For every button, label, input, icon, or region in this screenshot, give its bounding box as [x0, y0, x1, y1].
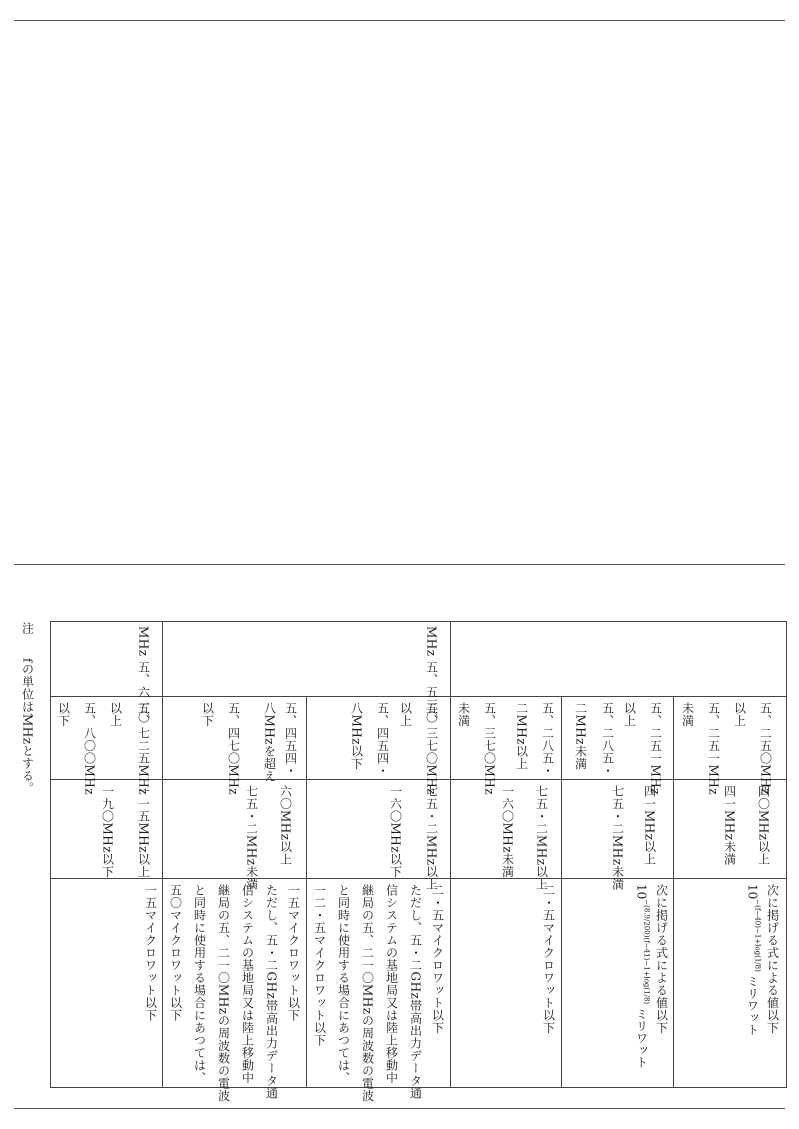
value-2-line5: と同時に使用する場合にあつては、 [192, 884, 207, 1084]
subrange-1-a: 一一五MHz以上 [136, 785, 151, 879]
range-2-line4: 以下 [200, 702, 215, 727]
range-4-line1: 五、二八五・ [540, 702, 555, 777]
range-6-line2: 以上 [732, 702, 747, 727]
range-2-line1: 五、四五四・ [283, 702, 298, 777]
subrange-2-b: 七五・二MHz未満 [244, 785, 259, 891]
value-2-line4: 継局の五、二一〇MHzの周波数の電波 [216, 884, 231, 1103]
value-6-formula-exp: −(f−40)−1+log(1/8) [753, 899, 762, 972]
col-sep-5 [673, 696, 674, 1087]
range-1-line4: 以下 [56, 702, 71, 727]
range-4-line4: 未満 [456, 702, 471, 727]
value-3-line3: 信システムの基地局又は陸上移動中 [384, 884, 399, 1084]
range-6-line3: 五、二五一MHz [706, 702, 721, 796]
value-2-line3: 信システムの基地局又は陸上移動中 [240, 884, 255, 1084]
subrange-3-b: 一六〇MHz以下 [388, 785, 403, 879]
mid-rule [14, 564, 785, 565]
value-3-line6: 一二・五マイクロワット以下 [312, 884, 327, 1047]
range-2-line3: 五、四七〇MHz [226, 702, 241, 796]
range-4-line2: 二MHz以上 [514, 702, 529, 771]
row-sep-2 [50, 779, 786, 780]
range-3-line3: 五、四五四・ [375, 702, 390, 777]
value-5-line1: 次に掲げる式による値以下 [654, 884, 669, 1034]
note-text-1: fの単位は、 [20, 658, 35, 726]
value-6-formula-unit: ミリワット [745, 975, 760, 1036]
subrange-6-b: 四一MHz未満 [722, 785, 737, 866]
value-6-formula [745, 884, 765, 1036]
subrange-6-a: 四〇MHz以上 [756, 785, 771, 866]
range-1-line3: 五、八〇〇MHz [82, 702, 97, 796]
subrange-2-a: 六〇MHz以上 [278, 785, 293, 866]
subrange-4-b: 一六〇MHz未満 [500, 785, 515, 879]
value-1-line1: 一五マイクロワット以下 [143, 884, 158, 1022]
value-3-line1: 二・五マイクロワット以下 [430, 884, 445, 1034]
range-2-line2: 八MHzを超え [262, 702, 277, 783]
value-3-line2: ただし、五・二GHz帯高出力データ通 [408, 884, 423, 1100]
range-5-line1: 五、二五一MHz [648, 702, 663, 796]
range-6-line1: 五、二五〇MHz [758, 702, 773, 796]
subrange-3-a: 七五・二MHz以上 [424, 785, 439, 891]
range-6-line4: 未満 [680, 702, 695, 727]
value-2-line2: ただし、五・二GHz帯高出力データ通 [264, 884, 279, 1100]
value-5-formula [634, 884, 654, 1068]
value-2-line1: 一五マイクロワット以下 [286, 884, 301, 1022]
note-label: 注 [20, 622, 35, 635]
top-rule [14, 20, 785, 21]
range-4-line3: 五、三七〇MHz [482, 702, 497, 796]
col-sep-2 [306, 696, 307, 1087]
band-label-5610: MHz 五、六一〇 [136, 626, 151, 724]
range-3-line4: 八MHz以下 [349, 702, 364, 771]
value-5-formula-exp: −(8.9/200)(f−41)−1+log(1/8) [642, 899, 651, 1005]
col-sep-4 [561, 696, 562, 1087]
value-5-formula-base: 10 [634, 884, 649, 900]
value-4-line1: 二・五マイクロワット以下 [541, 884, 556, 1034]
col-sep-1 [162, 621, 163, 1087]
value-3-line4: 継局の五、二一〇MHzの周波数の電波 [360, 884, 375, 1103]
range-5-line4: 二MHz未満 [573, 702, 588, 771]
row-sep-1 [50, 696, 786, 697]
row-sep-3 [50, 878, 786, 879]
range-3-line1: 五、三七〇MHz [424, 702, 439, 796]
subrange-5-b: 七五・二MHz未満 [610, 785, 625, 891]
value-6-line1: 次に掲げる式による値以下 [765, 884, 780, 1034]
note-text-2: MHzとする。 [20, 714, 35, 795]
range-3-line2: 以上 [398, 702, 413, 727]
value-2-line6: 五〇マイクロワット以下 [168, 884, 183, 1022]
range-5-line2: 以上 [622, 702, 637, 727]
range-5-line3: 五、二八五・ [600, 702, 615, 777]
col-sep-3 [450, 621, 451, 1087]
value-3-line5: と同時に使用する場合にあつては、 [336, 884, 351, 1084]
value-5-formula-unit: ミリワット [634, 1007, 649, 1068]
value-6-formula-base: 10 [745, 884, 760, 900]
subrange-4-a: 七五・二MHz以上 [534, 785, 549, 891]
bottom-rule [14, 1108, 785, 1109]
subrange-5-a: 四一MHz以上 [642, 785, 657, 866]
subrange-1-b: 一九〇MHz以下 [100, 785, 115, 879]
range-1-line2: 以上 [108, 702, 123, 727]
range-1-line1: 五、七二五MHz [136, 702, 151, 796]
band-label-5530: MHz 五、五三〇 [424, 626, 439, 724]
